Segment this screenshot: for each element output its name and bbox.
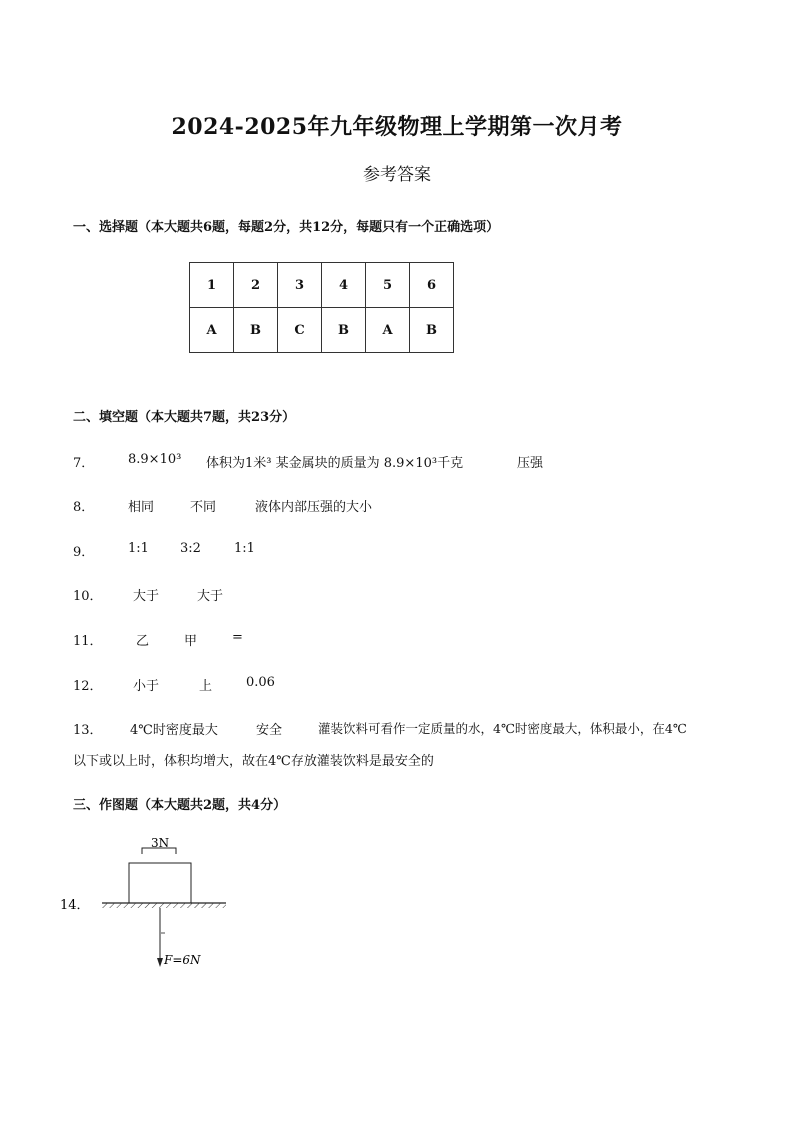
table-cell: 6 — [410, 263, 454, 308]
force-diagram — [60, 830, 260, 984]
top-force-label: 3N — [151, 836, 170, 850]
item-number: 7． — [73, 456, 95, 471]
item-number: 8． — [73, 500, 95, 515]
answer-text: 大于 — [133, 589, 160, 604]
answer-text: 0.06 — [246, 675, 275, 690]
item-number: 13． — [73, 723, 103, 738]
answer-table-number-row — [190, 263, 454, 308]
table-cell: 1 — [190, 263, 234, 308]
item-number: 14． — [60, 898, 90, 913]
table-cell: 5 — [366, 263, 410, 308]
answer-text: 压强 — [517, 456, 544, 471]
answer-text: 大于 — [197, 589, 224, 604]
force-label: F=6N — [164, 953, 201, 967]
answer-text: 4℃时密度最大 — [130, 723, 218, 738]
answer-text: 小于 — [133, 679, 160, 694]
table-cell: A — [190, 308, 234, 353]
answer-text: 8.9×10³ — [128, 452, 182, 467]
table-cell: 4 — [322, 263, 366, 308]
answer-text: 甲 — [184, 634, 198, 649]
section-heading-choice: 一、选择题（本大题共6题，每题2分，共12分，每题只有一个正确选项） — [73, 220, 500, 235]
answer-text: 不同 — [190, 500, 217, 515]
table-cell: 3 — [278, 263, 322, 308]
force-diagram-svg — [60, 830, 260, 980]
item-number: 12． — [73, 679, 103, 694]
force-arrow-head — [157, 958, 163, 967]
table-cell: 2 — [234, 263, 278, 308]
answer-text: 1:1 — [128, 541, 149, 556]
answer-table — [189, 262, 454, 353]
answer-text: 液体内部压强的大小 — [255, 500, 373, 515]
item-number: 10． — [73, 589, 103, 604]
table-cell: B — [322, 308, 366, 353]
page-title: 2024-2025年九年级物理上学期第一次月考 — [171, 114, 623, 140]
page-subtitle: 参考答案 — [363, 165, 431, 185]
answer-continuation: 以下或以上时，体积均增大，故在4℃存放灌装饮料是最安全的 — [73, 754, 434, 769]
section-heading-drawing: 三、作图题（本大题共2题，共4分） — [73, 798, 287, 813]
table-cell: A — [366, 308, 410, 353]
answer-text: = — [232, 630, 243, 645]
answer-text: 安全 — [256, 723, 283, 738]
answer-text: 3:2 — [180, 541, 201, 556]
block — [129, 863, 191, 903]
answer-table-answer-row — [190, 308, 454, 353]
answer-text: 灌装饮料可看作一定质量的水，4℃时密度最大，体积最小，在4℃ — [318, 721, 687, 736]
item-number: 11． — [73, 634, 103, 649]
answer-text: 体积为1米³ 某金属块的质量为 8.9×10³千克 — [206, 456, 464, 471]
table-cell: C — [278, 308, 322, 353]
answer-text: 1:1 — [234, 541, 255, 556]
table-cell: B — [410, 308, 454, 353]
answer-text: 乙 — [136, 634, 150, 649]
ground-hatch — [102, 903, 226, 908]
item-number: 9． — [73, 545, 95, 560]
section-heading-fill: 二、填空题（本大题共7题，共23分） — [73, 410, 296, 425]
answer-text: 相同 — [128, 500, 155, 515]
answer-text: 上 — [199, 679, 213, 694]
table-cell: B — [234, 308, 278, 353]
